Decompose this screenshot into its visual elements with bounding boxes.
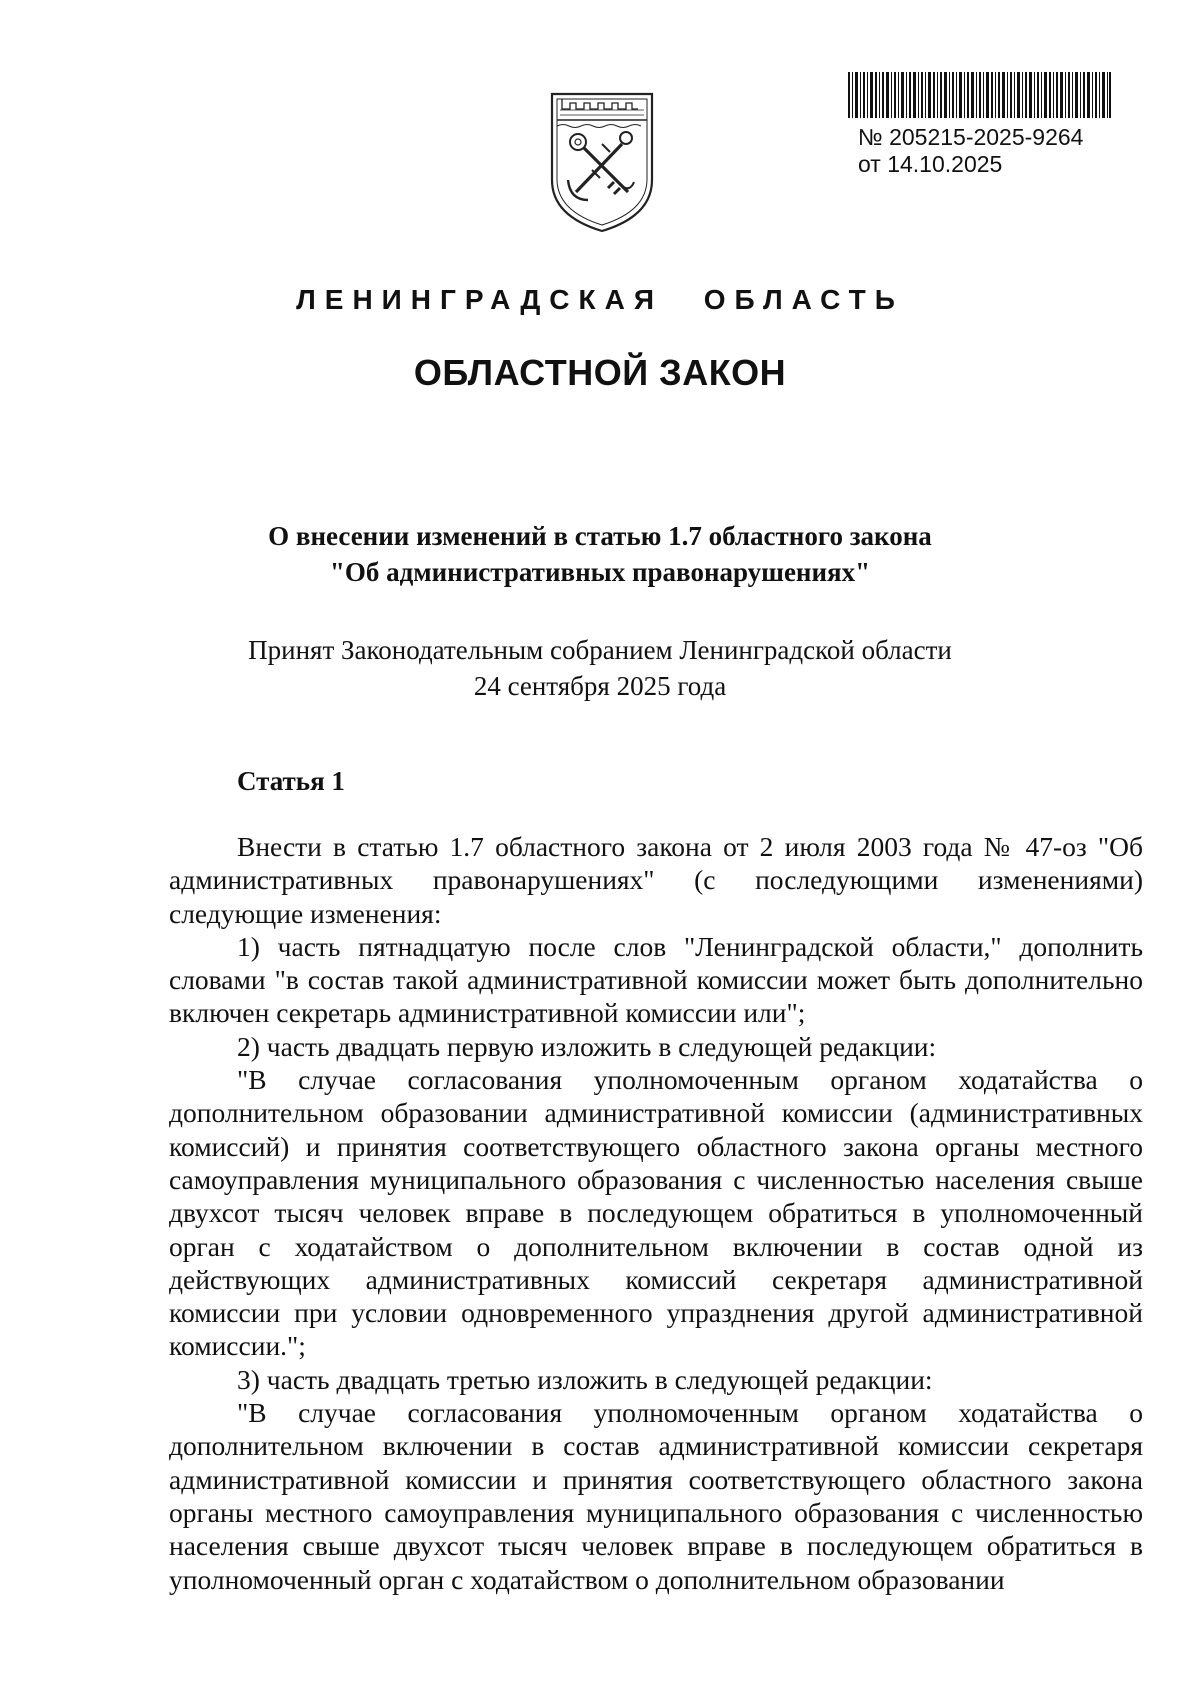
article-paragraph: 1) часть пятнадцатую после слов "Ленинградской области," дополнить словами "в состав такой административной комиссии может быть дополнительно включен секретарь административной комиссии или"; [169, 930, 1143, 1029]
article-paragraph: 2) часть двадцать первую изложить в следующей редакции: [237, 1030, 937, 1062]
article-heading: Статья 1 [237, 766, 345, 796]
document-type: ОБЛАСТНОЙ ЗАКОН [413, 352, 787, 393]
adoption-date: 24 сентября 2025 года [473, 671, 727, 701]
adoption-note [0, 632, 1200, 704]
article-paragraph: 3) часть двадцать третью изложить в следующей редакции: [237, 1363, 933, 1395]
article-paragraph: "В случае согласования уполномоченным органом ходатайства о дополнительном образовании административной комиссии (административных комиссий) и принятия соответствующего областного закона органы местного самоуправления муниципального образования с численностью населения свыше двухсот тысяч человек вправе в последующем обратиться в уполномоченный орган с ходатайством о дополнительном включении в состав одной из действующих административных комиссий секретаря административной комиссии при условии одновременного упразднения другой административной комиссии."; [169, 1064, 1143, 1362]
law-title-line-2: "Об административных правонарушениях" [329, 557, 871, 587]
adoption-line-1: Принят Законодательным собранием Ленинградской области [248, 635, 952, 665]
barcode-icon [848, 72, 1111, 118]
registration-block [858, 124, 1083, 178]
article-paragraph: Внести в статью 1.7 областного закона от 2 июля 2003 года № 47-оз "Об административных правонарушениях" (с последующими изменениями) следующие изменения: [169, 831, 1143, 929]
law-title [0, 518, 1200, 590]
registration-date: от 14.10.2025 [858, 151, 1003, 177]
region-name: ЛЕНИНГРАДСКАЯ ОБЛАСТЬ [296, 284, 904, 315]
law-title-line-1: О внесении изменений в статью 1.7 областного закона [268, 521, 932, 551]
registration-number: № 205215-2025-9264 [858, 124, 1084, 150]
coat-of-arms-icon [548, 88, 656, 234]
article-paragraph: "В случае согласования уполномоченным органом ходатайства о дополнительном включении в состав административной комиссии секретаря административной комиссии и принятия соответствующего областного закона органы местного самоуправления муниципального образования с численностью населения свыше двухсот тысяч человек вправе в последующем обратиться в уполномоченный орган с ходатайством о дополнительном образовании [169, 1397, 1143, 1595]
article-body [169, 830, 1143, 1596]
